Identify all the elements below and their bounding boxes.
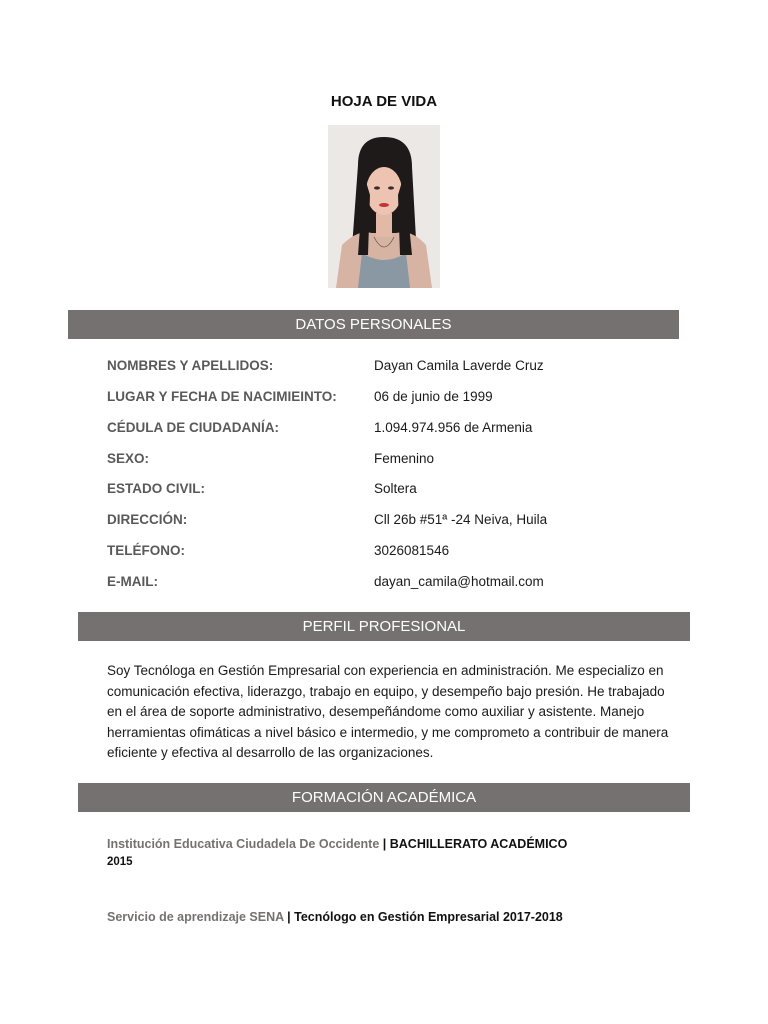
info-row-nombres bbox=[107, 358, 667, 380]
education-degree: Tecnólogo en Gestión Empresarial 2017-2018 bbox=[294, 910, 563, 924]
info-row-nacimiento bbox=[107, 389, 667, 411]
info-row-direccion bbox=[107, 512, 667, 534]
info-row-estado-civil bbox=[107, 481, 667, 503]
info-row-sexo bbox=[107, 451, 667, 473]
info-label: E-MAIL: bbox=[107, 574, 158, 589]
info-value: Femenino bbox=[374, 451, 435, 466]
info-label: CÉDULA DE CIUDADANÍA: bbox=[107, 420, 279, 435]
education-separator: | bbox=[379, 837, 390, 851]
info-row-cedula bbox=[107, 420, 667, 442]
info-value: 06 de junio de 1999 bbox=[374, 389, 493, 404]
info-label: NOMBRES Y APELLIDOS: bbox=[107, 358, 274, 373]
info-label: DIRECCIÓN: bbox=[107, 512, 188, 527]
education-institution: Servicio de aprendizaje SENA bbox=[107, 910, 284, 924]
info-label: TELÉFONO: bbox=[107, 543, 185, 558]
info-value: 1.094.974.956 de Armenia bbox=[374, 420, 533, 435]
education-institution: Institución Educativa Ciudadela De Occidente bbox=[107, 837, 380, 851]
section-header-datos-personales: DATOS PERSONALES bbox=[68, 310, 679, 339]
education-year: 2015 bbox=[107, 856, 133, 868]
info-label: SEXO: bbox=[107, 451, 150, 466]
info-value: dayan_camila@hotmail.com bbox=[374, 574, 544, 589]
info-row-email bbox=[107, 574, 667, 596]
info-value: Soltera bbox=[374, 481, 417, 496]
profile-photo bbox=[328, 125, 440, 288]
info-value: Dayan Camila Laverde Cruz bbox=[374, 358, 544, 373]
info-value: Cll 26b #51ª -24 Neiva, Huila bbox=[374, 512, 548, 527]
education-entry bbox=[107, 910, 563, 924]
education-entry bbox=[107, 837, 567, 851]
info-label: LUGAR Y FECHA DE NACIMIEINTO: bbox=[107, 389, 337, 404]
document-title: HOJA DE VIDA bbox=[330, 93, 438, 110]
section-header-perfil-profesional: PERFIL PROFESIONAL bbox=[78, 612, 690, 641]
info-row-telefono bbox=[107, 543, 667, 565]
profile-paragraph: Soy Tecnóloga en Gestión Empresarial con experiencia en administración. Me especializo en comunicación efectiva, liderazgo, trabajo en equipo, y desempeño bajo presión. He trabajado en el área de soporte administrativo, desempeñándome como auxiliar y asistente. Manejo herramientas ofimáticas a nivel básico e intermedio, y me comprometo a contribuir de manera eficiente y efectiva al desarrollo de las organizaciones. bbox=[107, 663, 669, 761]
info-value: 3026081546 bbox=[374, 543, 450, 558]
education-separator: | bbox=[283, 910, 295, 924]
education-degree: BACHILLERATO ACADÉMICO bbox=[389, 837, 568, 851]
section-header-formacion-academica: FORMACIÓN ACADÉMICA bbox=[78, 783, 690, 812]
info-label: ESTADO CIVIL: bbox=[107, 481, 206, 496]
